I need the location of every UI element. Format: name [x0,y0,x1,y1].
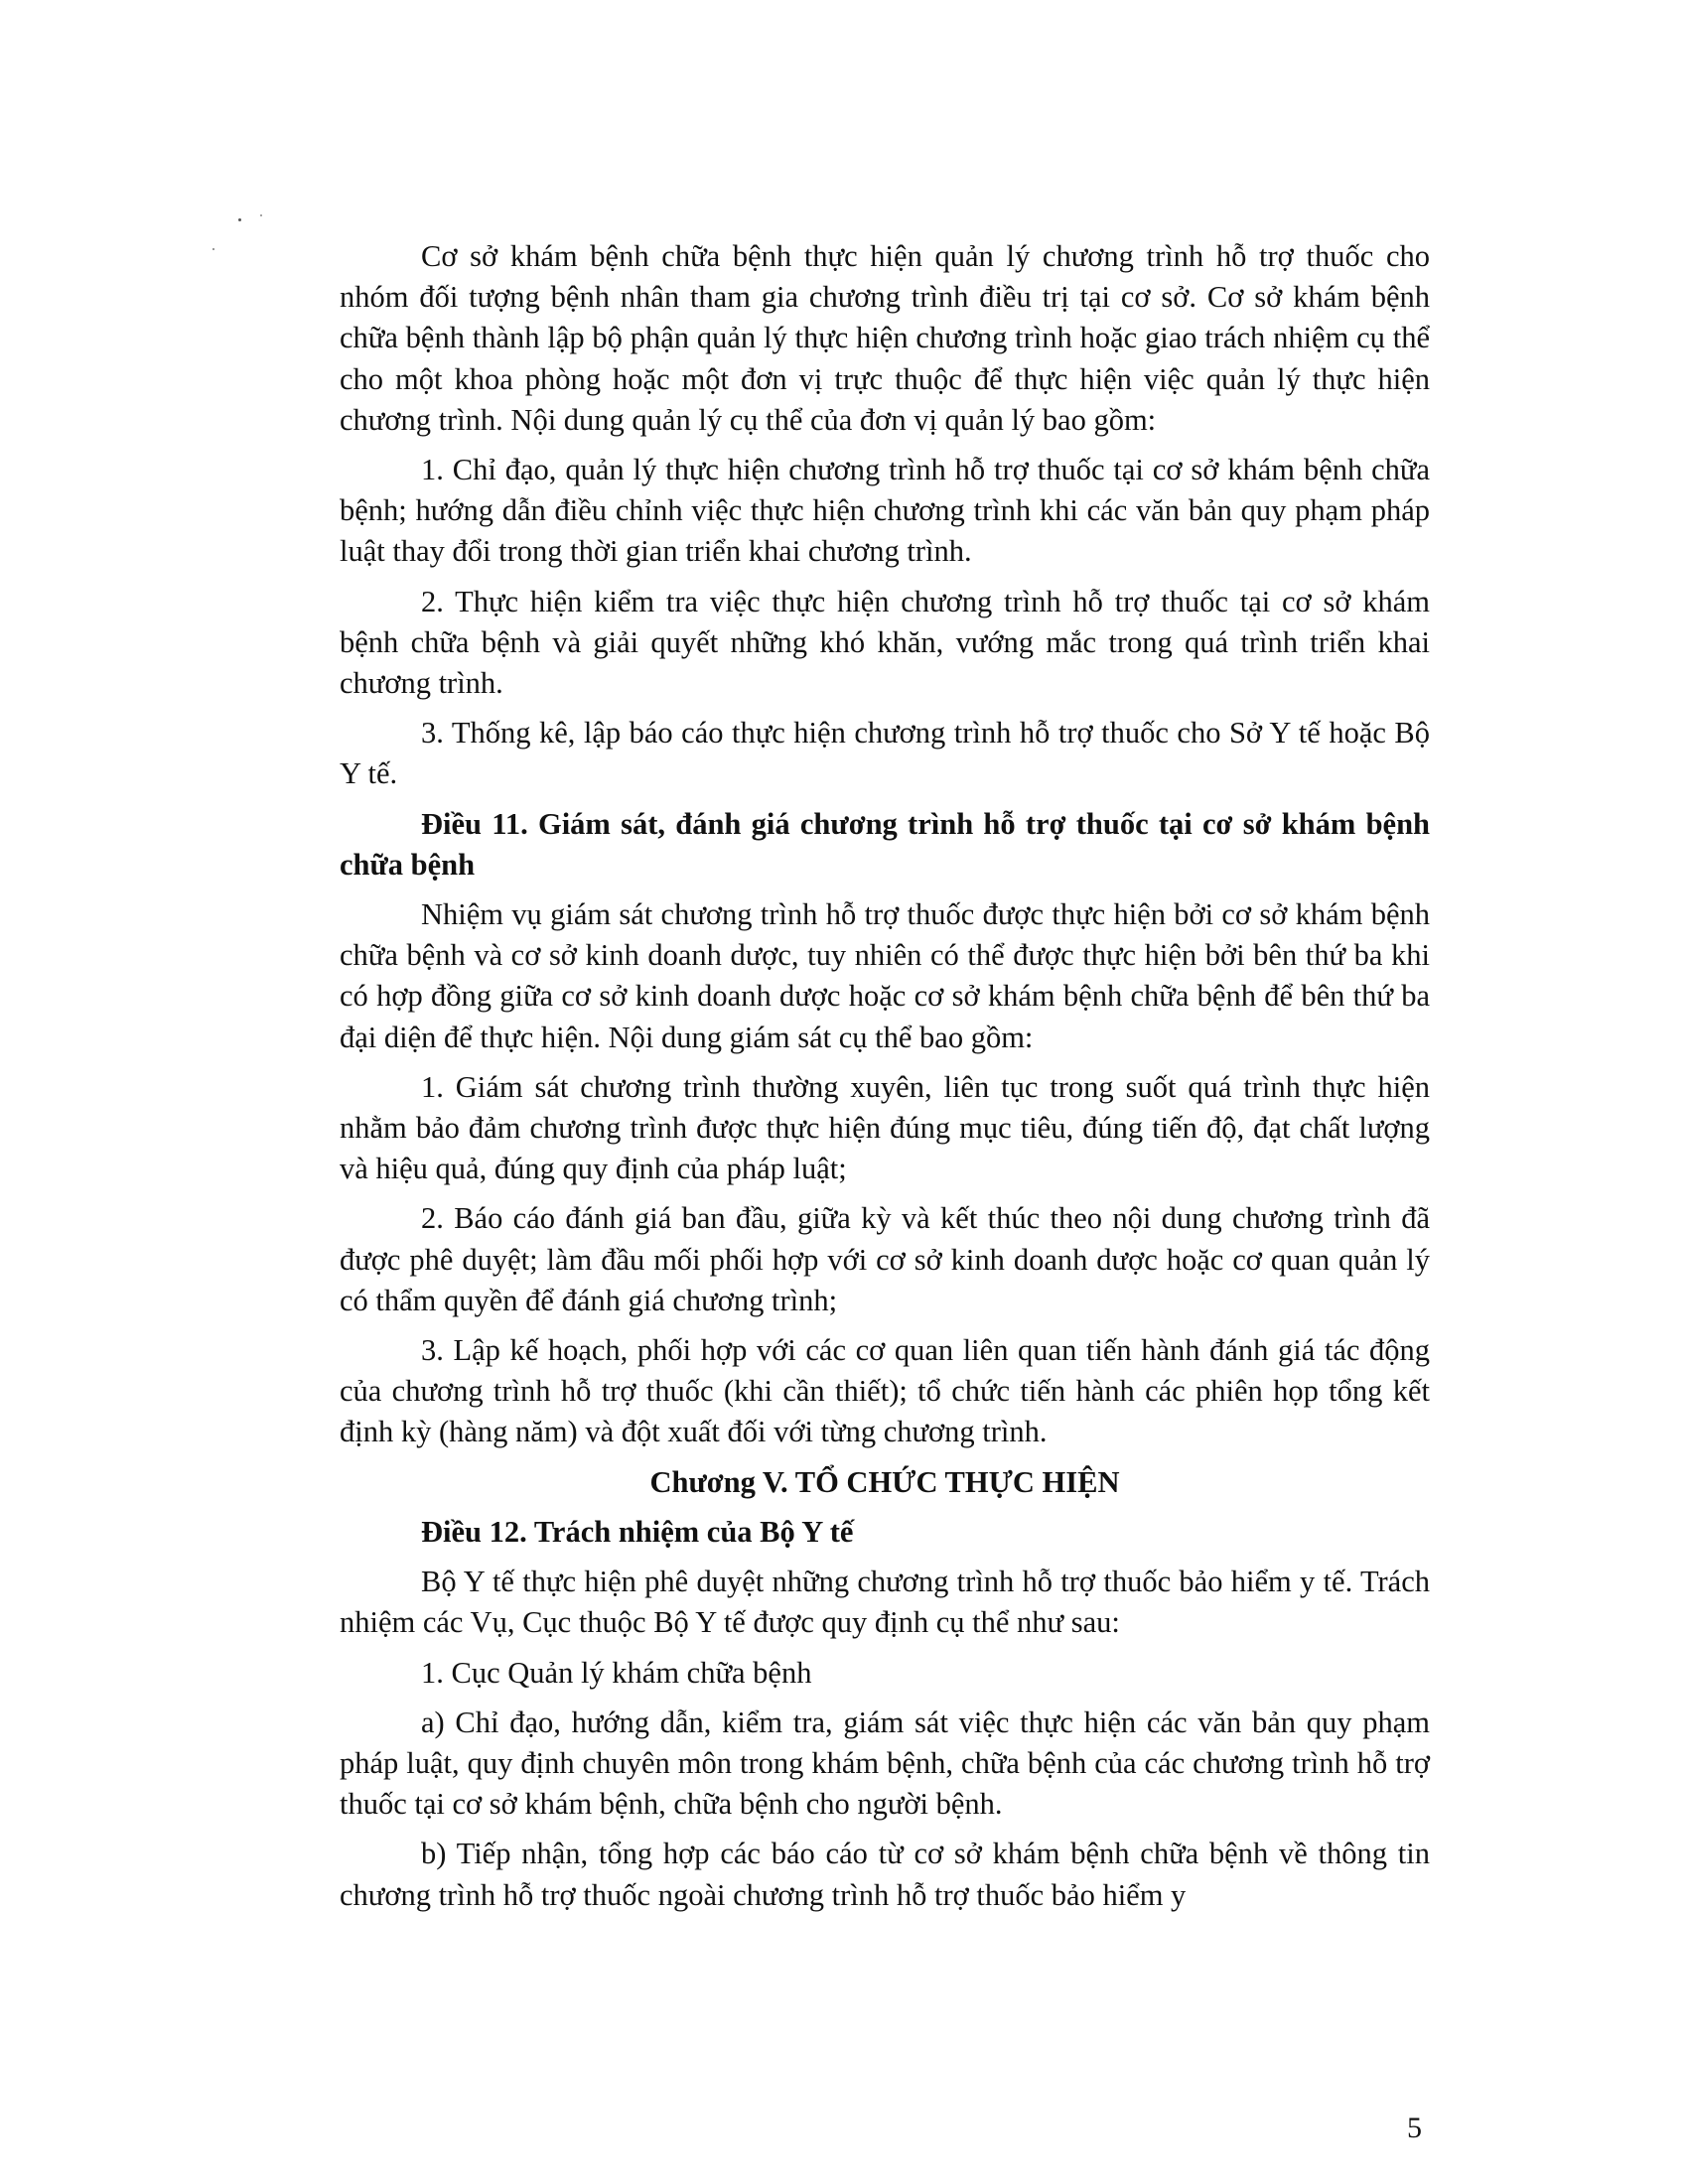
article-12-heading: Điều 12. Trách nhiệm của Bộ Y tế [421,1514,854,1549]
page-number: 5 [1407,2112,1422,2144]
document-body [340,236,1430,1925]
chapter-heading: Chương V. TỔ CHỨC THỰC HIỆN [649,1464,1120,1499]
scan-speck [212,248,214,250]
article-12-item-1a: a) Chỉ đạo, hướng dẫn, kiểm tra, giám sát việc thực hiện các văn bản quy phạm pháp luật, quy định chuyên môn trong khám bệnh, chữa bệnh của các chương trình hỗ trợ thuốc tại cơ sở khám bệnh, chữa bệnh cho người bệnh. [340,1705,1430,1822]
paragraph-intro: Cơ sở khám bệnh chữa bệnh thực hiện quản lý chương trình hỗ trợ thuốc cho nhóm đối tượng bệnh nhân tham gia chương trình điều trị tại cơ sở. Cơ sở khám bệnh chữa bệnh thành lập bộ phận quản lý thực hiện chương trình hoặc giao trách nhiệm cụ thể cho một khoa phòng hoặc một đơn vị trực thuộc để thực hiện việc quản lý thực hiện chương trình. Nội dung quản lý cụ thể của đơn vị quản lý bao gồm: [340,239,1430,437]
article-12-item-1: 1. Cục Quản lý khám chữa bệnh [421,1655,812,1690]
article-12-intro: Bộ Y tế thực hiện phê duyệt những chương trình hỗ trợ thuốc bảo hiểm y tế. Trách nhiệm các Vụ, Cục thuộc Bộ Y tế được quy định cụ thể như sau: [340,1565,1430,1640]
list-item-3: 3. Thống kê, lập báo cáo thực hiện chương trình hỗ trợ thuốc cho Sở Y tế hoặc Bộ Y tế. [340,716,1430,791]
article-11-intro: Nhiệm vụ giám sát chương trình hỗ trợ thuốc được thực hiện bởi cơ sở khám bệnh chữa bệnh và cơ sở kinh doanh dược, tuy nhiên có thể được thực hiện bởi bên thứ ba khi có hợp đồng giữa cơ sở kinh doanh dược hoặc cơ sở khám bệnh chữa bệnh để bên thứ ba đại diện để thực hiện. Nội dung giám sát cụ thể bao gồm: [340,897,1430,1054]
article-11-heading: Điều 11. Giám sát, đánh giá chương trình hỗ trợ thuốc tại cơ sở khám bệnh chữa bệnh [340,806,1430,882]
scan-speck [260,214,262,216]
article-11-item-1: 1. Giám sát chương trình thường xuyên, liên tục trong suốt quá trình thực hiện nhằm bảo đảm chương trình được thực hiện đúng mục tiêu, đúng tiến độ, đạt chất lượng và hiệu quả, đúng quy định của pháp luật; [340,1069,1430,1186]
article-11-item-3: 3. Lập kế hoạch, phối hợp với các cơ quan liên quan tiến hành đánh giá tác động của chương trình hỗ trợ thuốc (khi cần thiết); tổ chức tiến hành các phiên họp tổng kết định kỳ (hàng năm) và đột xuất đối với từng chương trình. [340,1333,1430,1449]
article-11-item-2: 2. Báo cáo đánh giá ban đầu, giữa kỳ và kết thúc theo nội dung chương trình đã được phê duyệt; làm đầu mối phối hợp với cơ sở kinh doanh dược hoặc cơ quan quản lý có thẩm quyền để đánh giá chương trình; [340,1201,1430,1317]
list-item-2: 2. Thực hiện kiểm tra việc thực hiện chương trình hỗ trợ thuốc tại cơ sở khám bệnh chữa bệnh và giải quyết những khó khăn, vướng mắc trong quá trình triển khai chương trình. [340,584,1430,701]
article-12-item-1b: b) Tiếp nhận, tổng hợp các báo cáo từ cơ sở khám bệnh chữa bệnh về thông tin chương trình hỗ trợ thuốc ngoài chương trình hỗ trợ thuốc bảo hiểm y [340,1837,1430,1912]
scan-speck [238,218,241,221]
list-item-1: 1. Chỉ đạo, quản lý thực hiện chương trình hỗ trợ thuốc tại cơ sở khám bệnh chữa bệnh; hướng dẫn điều chỉnh việc thực hiện chương trình khi các văn bản quy phạm pháp luật thay đổi trong thời gian triển khai chương trình. [340,453,1430,569]
